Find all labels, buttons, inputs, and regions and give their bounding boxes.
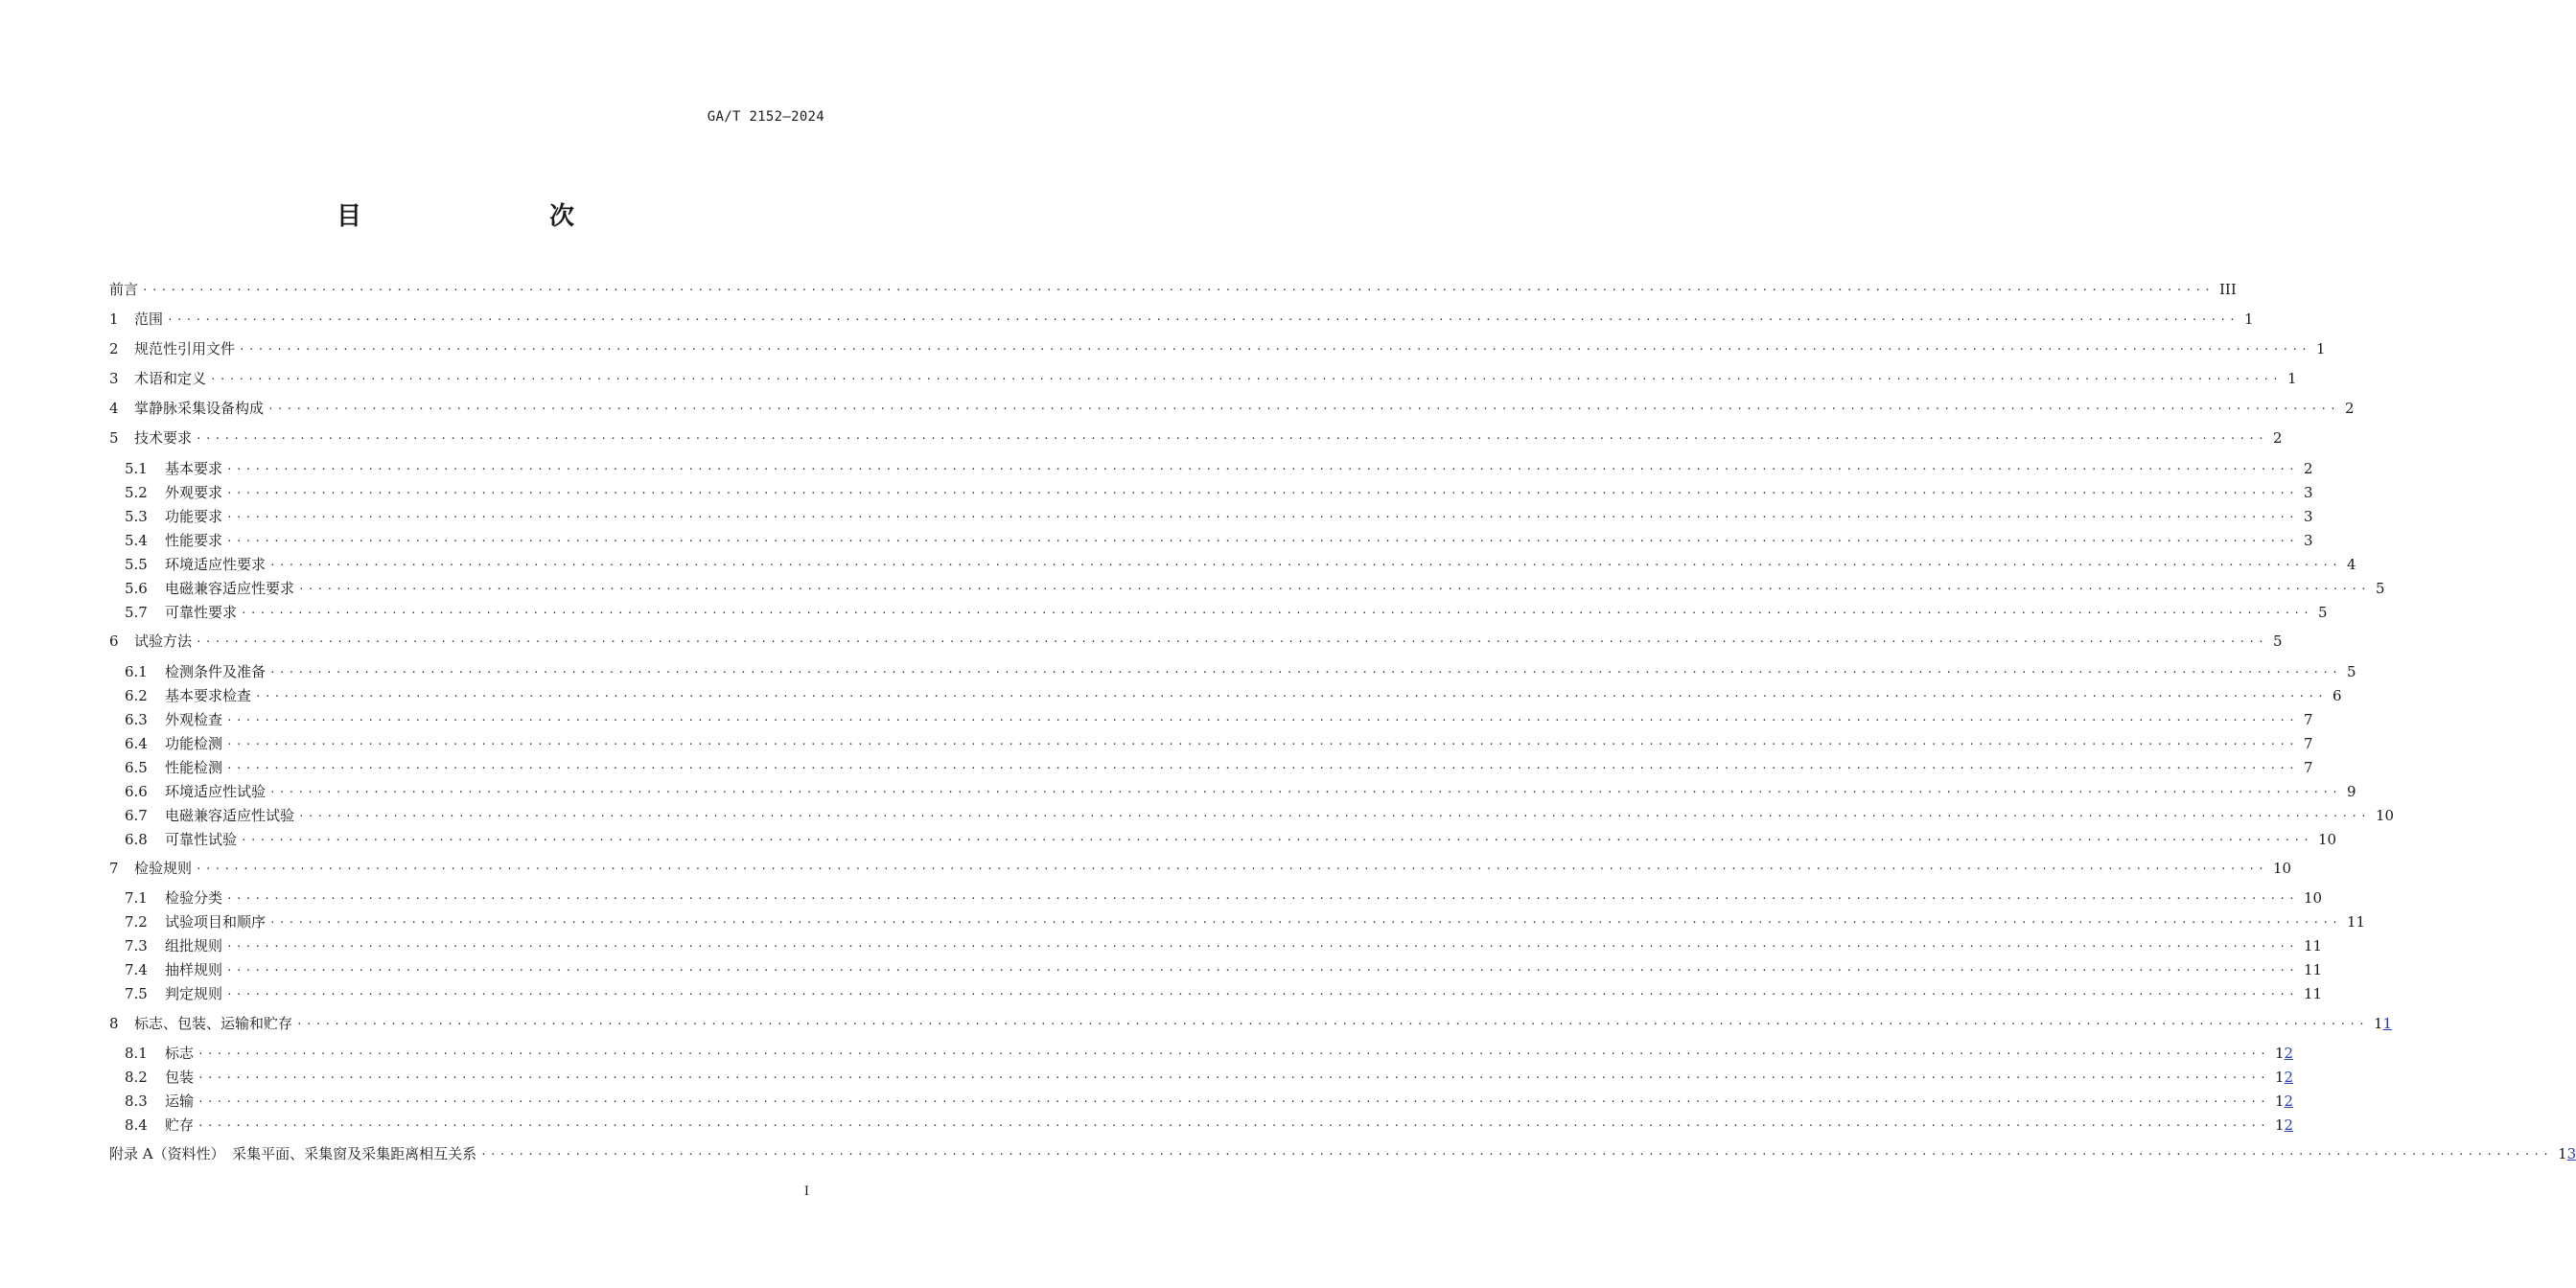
toc-entry-label: 贮存 bbox=[165, 1116, 195, 1134]
dot-leader: ............................................................................................................................................................................................................................ bbox=[226, 508, 2298, 520]
toc-subentry[interactable] bbox=[109, 707, 2313, 728]
toc-entry-number: 7.4 bbox=[125, 961, 148, 978]
standard-code: GA/T 2152—2024 bbox=[707, 109, 824, 125]
toc-entry-label: 范围 bbox=[134, 310, 164, 328]
toc-entry-label: 检测条件及准备 bbox=[165, 663, 267, 680]
toc-subentry[interactable] bbox=[109, 731, 2313, 752]
page-number-link[interactable]: 3 bbox=[2566, 1145, 2576, 1162]
toc-entry-label: 标志、包装、运输和贮存 bbox=[134, 1015, 293, 1032]
toc-entry-number: 6.2 bbox=[125, 687, 148, 704]
toc-entry-page: 2 bbox=[2272, 429, 2283, 447]
dot-leader: ............................................................................................................................................................................................................................ bbox=[226, 961, 2298, 974]
dot-leader: ............................................................................................................................................................................................................................ bbox=[142, 281, 2214, 293]
toc-subentry[interactable] bbox=[109, 1041, 2294, 1062]
toc-subentry[interactable] bbox=[109, 755, 2313, 776]
toc-entry-page: 3 bbox=[2303, 484, 2313, 501]
toc-entry-number: 5.6 bbox=[125, 580, 148, 597]
toc-entry[interactable] bbox=[109, 629, 2283, 650]
toc-entry-label: 功能检测 bbox=[165, 735, 223, 752]
dot-leader: ............................................................................................................................................................................................................................ bbox=[269, 913, 2341, 926]
toc-entry-page: 3 bbox=[2303, 508, 2313, 525]
dot-leader: ............................................................................................................................................................................................................................ bbox=[196, 860, 2267, 872]
toc-subentry[interactable] bbox=[109, 909, 2366, 931]
toc-entry-page: 3 bbox=[2303, 532, 2313, 549]
toc-entry-number: 5.1 bbox=[125, 460, 148, 477]
toc-entry[interactable] bbox=[109, 307, 2254, 328]
toc-subentry[interactable] bbox=[109, 683, 2342, 704]
footer-page-number: I bbox=[803, 1184, 809, 1199]
dot-leader: ............................................................................................................................................................................................................................ bbox=[480, 1145, 2553, 1158]
page-number-link[interactable]: 2 bbox=[2284, 1069, 2294, 1086]
toc-entry-number: 7.2 bbox=[125, 913, 148, 931]
toc-subentry[interactable] bbox=[109, 504, 2313, 525]
toc-entry-number: 5.3 bbox=[125, 508, 148, 525]
dot-leader: ............................................................................................................................................................................................................................ bbox=[197, 1069, 2269, 1081]
toc-entry-number: 8.3 bbox=[125, 1092, 148, 1110]
toc-entry-page: 5 bbox=[2375, 580, 2385, 597]
toc-entry-number: 3 bbox=[109, 370, 119, 387]
toc-entry[interactable] bbox=[109, 277, 2237, 298]
page-number-prefix: 1 bbox=[2274, 1045, 2285, 1062]
page-number-prefix: 1 bbox=[2558, 1145, 2567, 1162]
toc-entry-label: 检验分类 bbox=[165, 889, 223, 907]
toc-entry-page: 1 bbox=[2286, 370, 2297, 387]
toc-entry-label: 技术要求 bbox=[134, 429, 193, 447]
dot-leader: ............................................................................................................................................................................................................................ bbox=[298, 807, 2370, 819]
toc-entry-page: 10 bbox=[2317, 831, 2337, 848]
dot-leader: ............................................................................................................................................................................................................................ bbox=[196, 429, 2267, 442]
toc-subentry[interactable] bbox=[109, 886, 2323, 907]
toc-entry-number: 8.2 bbox=[125, 1069, 148, 1086]
dot-leader: ............................................................................................................................................................................................................................ bbox=[298, 580, 2370, 592]
toc-entry-page: 11 bbox=[2303, 985, 2323, 1002]
toc-entry-label: 标志 bbox=[165, 1045, 195, 1062]
toc-entry-label: 掌静脉采集设备构成 bbox=[134, 400, 265, 417]
page-number-prefix: 1 bbox=[2274, 1069, 2285, 1086]
toc-entry-label: 包装 bbox=[165, 1069, 195, 1086]
toc-entry-number: 7.1 bbox=[125, 889, 148, 907]
toc-entry-page: 1 bbox=[2315, 340, 2326, 357]
toc-entry-label: 规范性引用文件 bbox=[134, 340, 236, 357]
dot-leader: ............................................................................................................................................................................................................................ bbox=[241, 831, 2312, 843]
dot-leader: ............................................................................................................................................................................................................................ bbox=[269, 783, 2341, 795]
toc-entry-page: 7 bbox=[2303, 759, 2313, 776]
dot-leader: ............................................................................................................................................................................................................................ bbox=[197, 1045, 2269, 1057]
page-number-link[interactable]: 2 bbox=[2284, 1092, 2294, 1110]
page-number-prefix: 1 bbox=[2274, 1092, 2285, 1110]
toc-entry-page: 9 bbox=[2346, 783, 2356, 800]
toc-entry-page bbox=[2269, 1045, 2293, 1062]
toc-entry-page: 5 bbox=[2272, 632, 2283, 650]
toc-entry[interactable] bbox=[109, 1011, 2393, 1032]
toc-entry-number: 7.5 bbox=[125, 985, 148, 1002]
toc-entry-label: 组批规则 bbox=[165, 937, 223, 954]
toc-entry-label: 试验项目和顺序 bbox=[165, 913, 267, 931]
toc-entry-page: 2 bbox=[2303, 460, 2313, 477]
toc-entry-page: 10 bbox=[2303, 889, 2323, 907]
toc-entry-label: 外观要求 bbox=[165, 484, 223, 501]
dot-leader: ............................................................................................................................................................................................................................ bbox=[226, 889, 2298, 902]
dot-leader: ............................................................................................................................................................................................................................ bbox=[226, 937, 2298, 950]
toc-entry-label: 检验规则 bbox=[134, 860, 193, 877]
dot-leader: ............................................................................................................................................................................................................................ bbox=[196, 632, 2267, 645]
toc-entry-label: 试验方法 bbox=[134, 632, 193, 650]
toc-subentry[interactable] bbox=[109, 1089, 2294, 1110]
toc-entry-number: 6.1 bbox=[125, 663, 148, 680]
toc-entry-number: 8 bbox=[109, 1015, 119, 1032]
page-number-link[interactable]: 1 bbox=[2382, 1015, 2393, 1032]
dot-leader: ............................................................................................................................................................................................................................ bbox=[226, 711, 2298, 724]
toc-entry-page: 10 bbox=[2272, 860, 2292, 877]
toc-subentry[interactable] bbox=[109, 827, 2337, 848]
toc-subentry[interactable] bbox=[109, 528, 2313, 549]
toc-entry-label: 基本要求 bbox=[165, 460, 223, 477]
toc-entry-number: 6.5 bbox=[125, 759, 148, 776]
page-number-prefix: 1 bbox=[2373, 1015, 2383, 1032]
toc-entry[interactable] bbox=[109, 426, 2283, 447]
toc-entry-label: 可靠性试验 bbox=[165, 831, 238, 848]
toc-entry-number: 5.5 bbox=[125, 556, 148, 573]
toc-entry-label: 运输 bbox=[165, 1092, 195, 1110]
toc-entry-number: 8.1 bbox=[125, 1045, 148, 1062]
toc-entry-number: 7.3 bbox=[125, 937, 148, 954]
toc-entry-page: 10 bbox=[2375, 807, 2395, 824]
page-number-link[interactable]: 2 bbox=[2284, 1116, 2294, 1134]
toc-subentry[interactable] bbox=[109, 576, 2385, 597]
toc-entry-page: 4 bbox=[2346, 556, 2356, 573]
toc-entry-page: 2 bbox=[2344, 400, 2355, 417]
toc-entry-label: 判定规则 bbox=[165, 985, 223, 1002]
toc-entry-label: 可靠性要求 bbox=[165, 604, 238, 621]
dot-leader: ............................................................................................................................................................................................................................ bbox=[226, 759, 2298, 771]
toc-entry-label: 抽样规则 bbox=[165, 961, 223, 978]
page-number-link[interactable]: 2 bbox=[2284, 1045, 2294, 1062]
toc-entry-page: 11 bbox=[2303, 961, 2323, 978]
dot-leader: ............................................................................................................................................................................................................................ bbox=[241, 604, 2312, 616]
toc-subentry[interactable] bbox=[109, 803, 2395, 824]
toc-entry-page: 11 bbox=[2303, 937, 2323, 954]
dot-leader: ............................................................................................................................................................................................................................ bbox=[197, 1116, 2269, 1129]
toc-entry-page bbox=[2552, 1145, 2576, 1162]
page-title: 目 次 bbox=[336, 202, 620, 231]
dot-leader: ............................................................................................................................................................................................................................ bbox=[226, 532, 2298, 544]
dot-leader: ............................................................................................................................................................................................................................ bbox=[167, 310, 2239, 323]
page-number-prefix: 1 bbox=[2274, 1116, 2285, 1134]
toc-subentry[interactable] bbox=[109, 1065, 2294, 1086]
dot-leader: ............................................................................................................................................................................................................................ bbox=[226, 985, 2298, 998]
dot-leader: ............................................................................................................................................................................................................................ bbox=[210, 370, 2282, 382]
toc-entry-label: 环境适应性试验 bbox=[165, 783, 267, 800]
toc-entry-label: 附录 A（资料性） 采集平面、采集窗及采集距离相互关系 bbox=[109, 1145, 477, 1162]
toc-entry-number: 6.3 bbox=[125, 711, 148, 728]
toc-entry-label: 基本要求检查 bbox=[165, 687, 252, 704]
toc-entry-page: III bbox=[2218, 281, 2237, 298]
toc-entry-page: 5 bbox=[2346, 663, 2356, 680]
toc-entry-label: 电磁兼容适应性试验 bbox=[165, 807, 295, 824]
dot-leader: ............................................................................................................................................................................................................................ bbox=[255, 687, 2327, 700]
toc-entry-number: 5 bbox=[109, 429, 119, 447]
dot-leader: ............................................................................................................................................................................................................................ bbox=[226, 735, 2298, 748]
toc-entry-page: 6 bbox=[2332, 687, 2342, 704]
toc-entry-page bbox=[2269, 1092, 2293, 1110]
dot-leader: ............................................................................................................................................................................................................................ bbox=[239, 340, 2310, 353]
toc-entry-number: 4 bbox=[109, 400, 119, 417]
dot-leader: ............................................................................................................................................................................................................................ bbox=[269, 663, 2341, 676]
toc-subentry[interactable] bbox=[109, 456, 2313, 477]
toc-entry-label: 性能检测 bbox=[165, 759, 223, 776]
toc-entry-label: 术语和定义 bbox=[134, 370, 207, 387]
toc-entry-page: 1 bbox=[2243, 310, 2254, 328]
toc-entry-label: 功能要求 bbox=[165, 508, 223, 525]
toc-entry-number: 2 bbox=[109, 340, 119, 357]
dot-leader: ............................................................................................................................................................................................................................ bbox=[197, 1092, 2269, 1105]
toc-entry-number: 6.8 bbox=[125, 831, 148, 848]
toc-entry-number: 6 bbox=[109, 632, 119, 650]
toc-entry-number: 6.6 bbox=[125, 783, 148, 800]
toc-entry-page: 5 bbox=[2317, 604, 2328, 621]
toc-entry[interactable] bbox=[109, 366, 2297, 387]
toc-entry[interactable] bbox=[109, 336, 2326, 357]
dot-leader: ............................................................................................................................................................................................................................ bbox=[269, 556, 2341, 568]
toc-entry-page: 11 bbox=[2346, 913, 2366, 931]
toc-entry-label: 电磁兼容适应性要求 bbox=[165, 580, 295, 597]
dot-leader: ............................................................................................................................................................................................................................ bbox=[226, 484, 2298, 496]
toc-entry-number: 8.4 bbox=[125, 1116, 148, 1134]
toc-entry-number: 5.7 bbox=[125, 604, 148, 621]
toc-entry-number: 1 bbox=[109, 310, 119, 328]
toc-entry-page bbox=[2269, 1069, 2293, 1086]
toc-entry-page: 7 bbox=[2303, 735, 2313, 752]
dot-leader: ............................................................................................................................................................................................................................ bbox=[296, 1015, 2368, 1027]
toc-entry-label: 性能要求 bbox=[165, 532, 223, 549]
dot-leader: ............................................................................................................................................................................................................................ bbox=[267, 400, 2339, 412]
toc-subentry[interactable] bbox=[109, 659, 2356, 680]
toc-subentry[interactable] bbox=[109, 552, 2356, 573]
toc-subentry[interactable] bbox=[109, 957, 2323, 978]
toc-entry-number: 5.2 bbox=[125, 484, 148, 501]
toc-entry[interactable] bbox=[109, 1141, 2576, 1162]
toc-entry-number: 7 bbox=[109, 860, 119, 877]
toc-subentry[interactable] bbox=[109, 779, 2356, 800]
toc-subentry[interactable] bbox=[109, 1113, 2294, 1134]
toc-subentry[interactable] bbox=[109, 981, 2323, 1002]
toc-entry-page bbox=[2269, 1116, 2293, 1134]
toc-entry-label: 环境适应性要求 bbox=[165, 556, 267, 573]
toc-entry[interactable] bbox=[109, 396, 2355, 417]
toc-subentry[interactable] bbox=[109, 480, 2313, 501]
dot-leader: ............................................................................................................................................................................................................................ bbox=[226, 460, 2298, 472]
toc-entry-number: 5.4 bbox=[125, 532, 148, 549]
toc-entry[interactable] bbox=[109, 856, 2292, 877]
toc-subentry[interactable] bbox=[109, 933, 2323, 954]
toc-entry-page bbox=[2368, 1015, 2392, 1032]
toc-entry-number: 6.4 bbox=[125, 735, 148, 752]
toc-entry-page: 7 bbox=[2303, 711, 2313, 728]
toc-entry-label: 前言 bbox=[109, 281, 139, 298]
toc-entry-label: 外观检查 bbox=[165, 711, 223, 728]
toc-entry-number: 6.7 bbox=[125, 807, 148, 824]
toc-subentry[interactable] bbox=[109, 600, 2328, 621]
